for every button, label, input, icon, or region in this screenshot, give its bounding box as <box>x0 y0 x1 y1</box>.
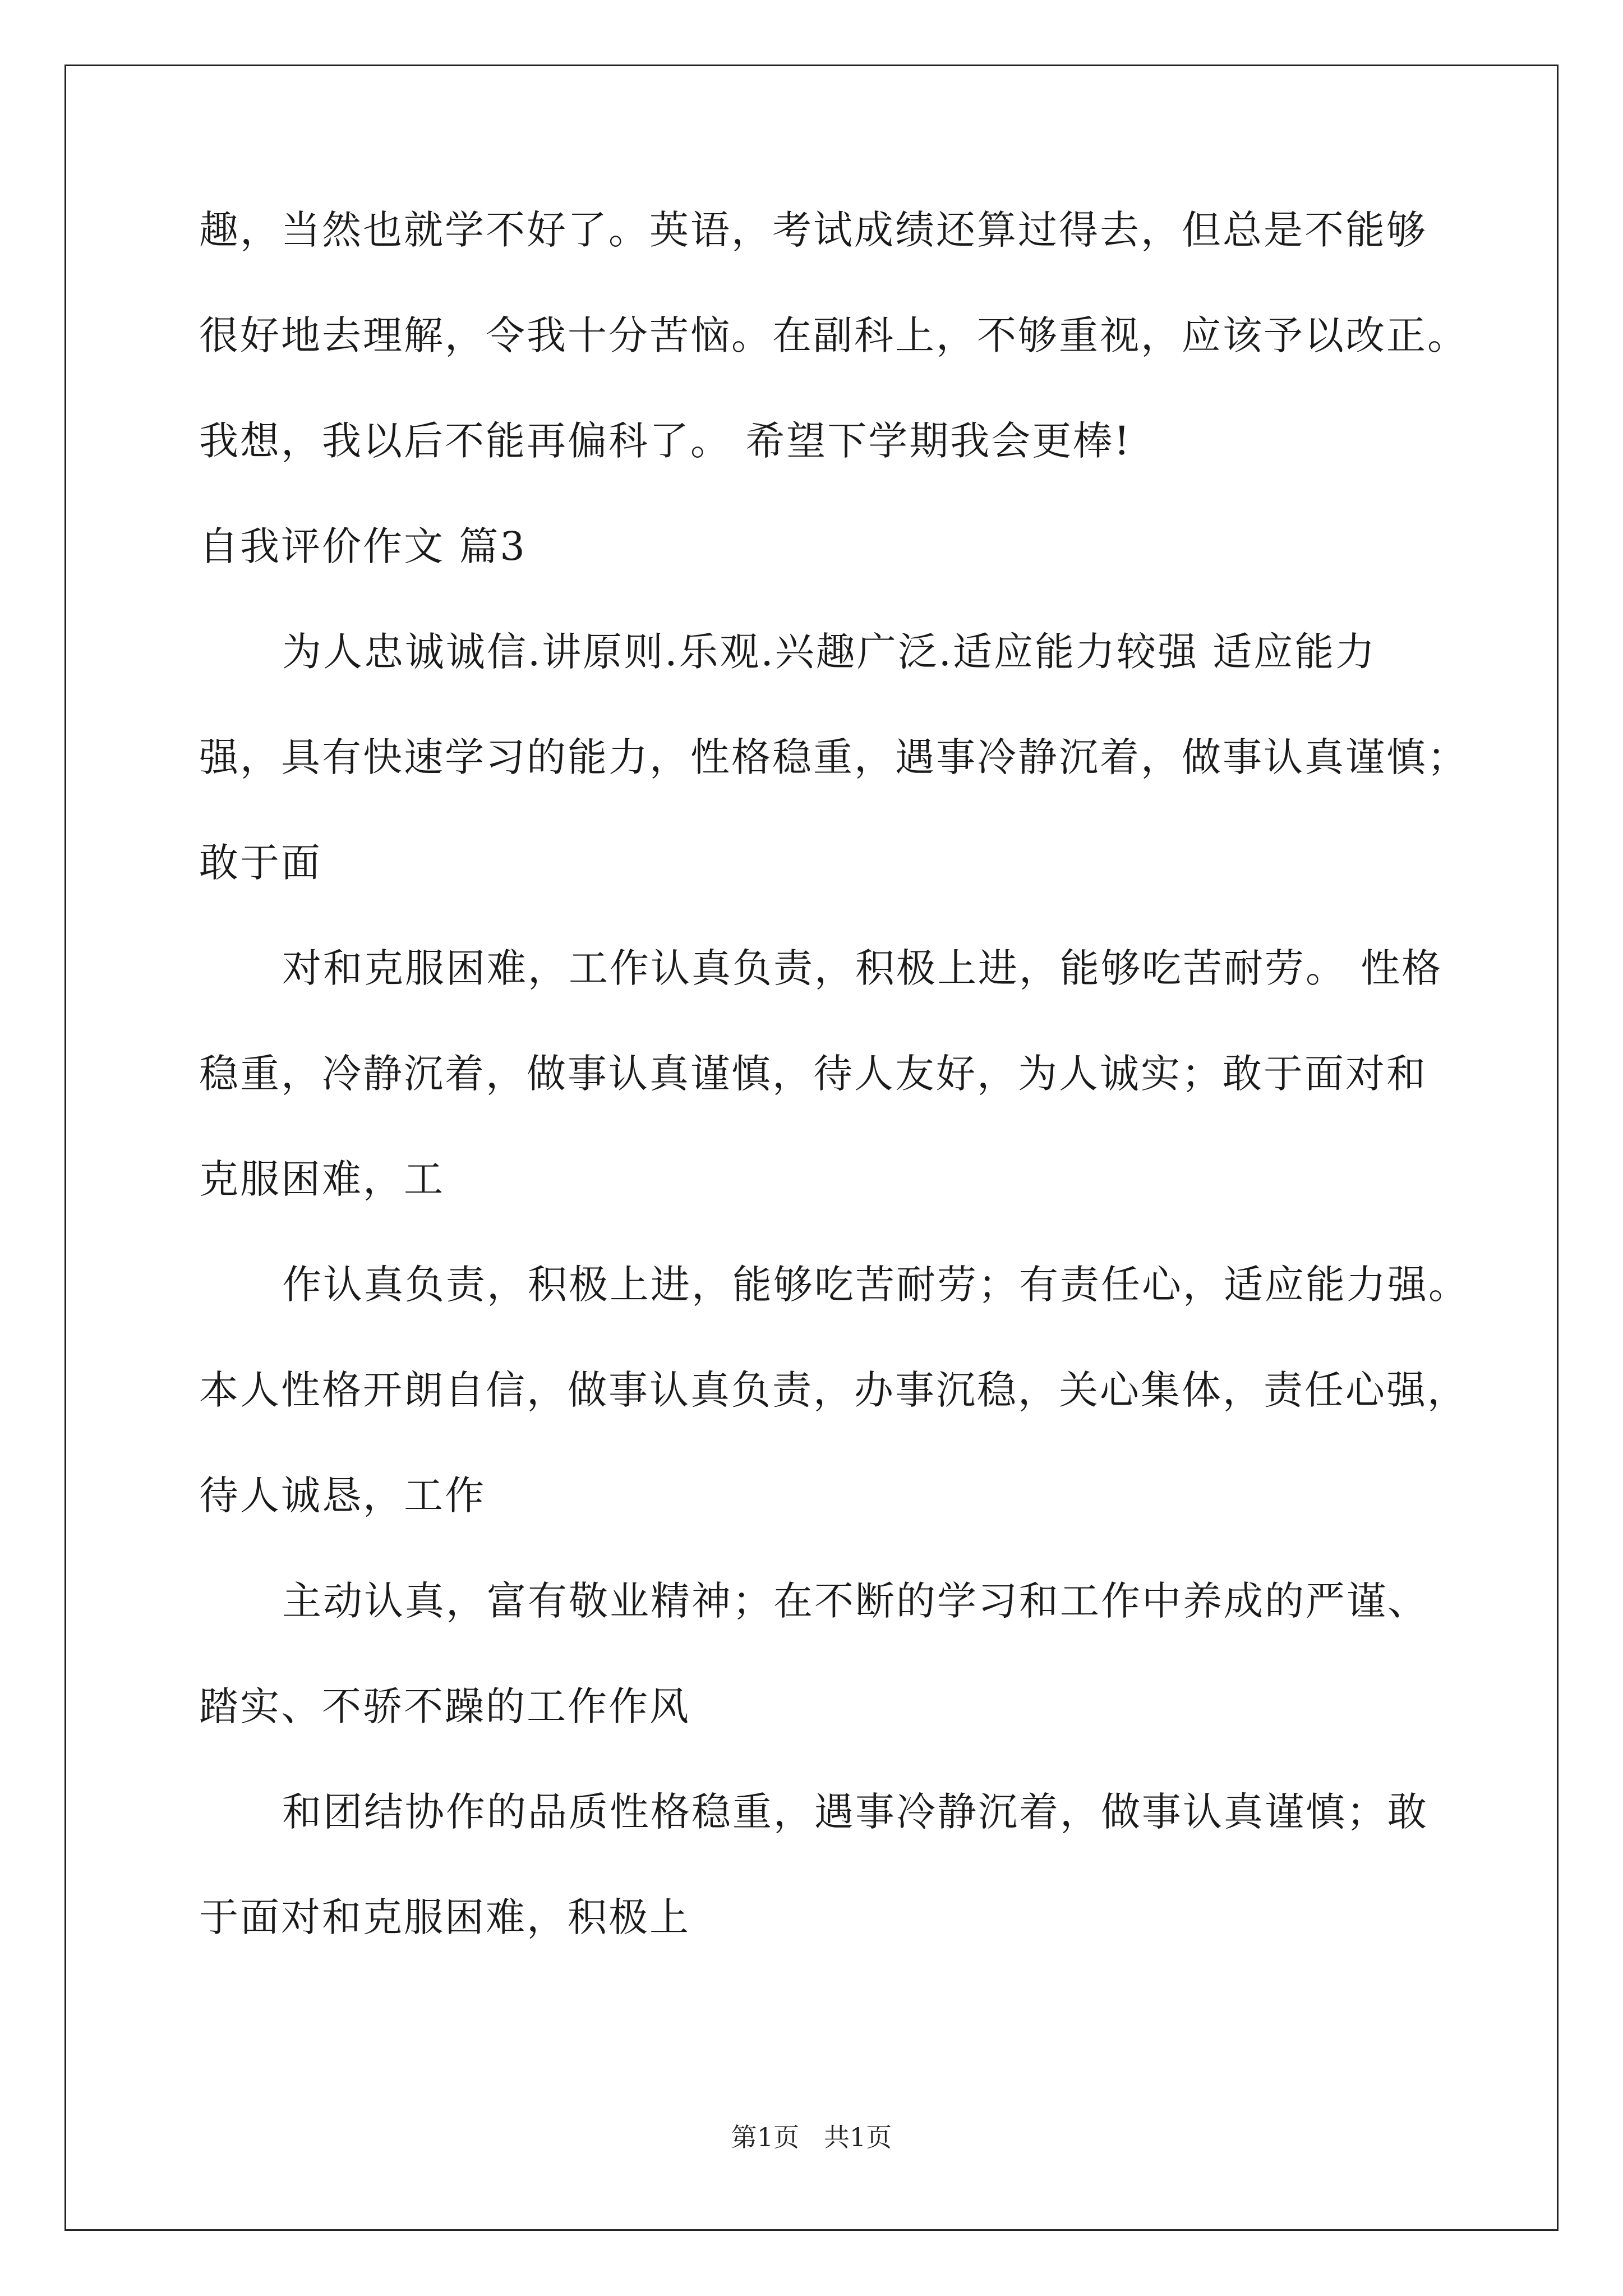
text-line: 对和克服困难，工作认真负责，积极上进，能够吃苦耐劳。 性格 <box>282 945 1443 991</box>
section-heading: 自我评价作文 篇3 <box>199 523 527 569</box>
text-line: 稳重，冷静沉着，做事认真谨慎，待人友好，为人诚实；敢于面对和 <box>199 1051 1427 1097</box>
text-line: 我想，我以后不能再偏科了。 希望下学期我会更棒! <box>199 418 1132 464</box>
text-line: 克服困难，工 <box>199 1156 445 1202</box>
text-line: 敢于面 <box>199 840 322 886</box>
text-line: 强，具有快速学习的能力，性格稳重，遇事冷静沉着，做事认真谨慎； <box>199 734 1468 780</box>
text-line: 作认真负责，积极上进，能够吃苦耐劳；有责任心，适应能力强。 <box>282 1262 1469 1308</box>
text-line: 于面对和克服困难，积极上 <box>199 1894 690 1940</box>
text-line: 很好地去理解，令我十分苦恼。在副科上，不够重视，应该予以改正。 <box>199 312 1468 358</box>
text-line: 趣，当然也就学不好了。英语，考试成绩还算过得去，但总是不能够 <box>199 207 1427 253</box>
page-number: 第1页 共1页 <box>731 2122 892 2152</box>
text-line: 和团结协作的品质性格稳重，遇事冷静沉着，做事认真谨慎；敢 <box>282 1789 1428 1835</box>
page-footer <box>0 2120 1623 2154</box>
text-line: 待人诚恳，工作 <box>199 1473 486 1519</box>
text-line: 为人忠诚诚信.讲原则.乐观.兴趣广泛.适应能力较强 适应能力 <box>282 629 1377 675</box>
text-line: 主动认真，富有敬业精神；在不断的学习和工作中养成的严谨、 <box>282 1578 1428 1624</box>
text-line: 本人性格开朗自信，做事认真负责，办事沉稳，关心集体，责任心强， <box>199 1367 1468 1413</box>
text-line: 踏实、不骄不躁的工作作风 <box>199 1683 690 1729</box>
